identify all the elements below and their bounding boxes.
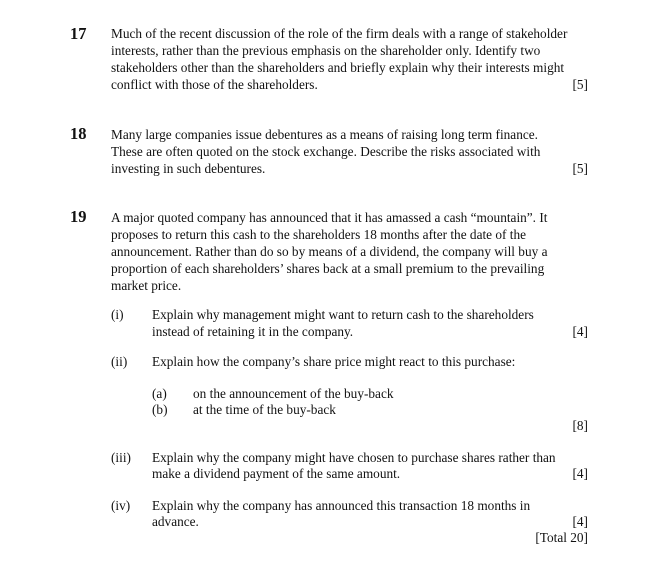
question-18-number: 18 (70, 124, 87, 143)
subquestion-i-marks: [4] (572, 324, 588, 339)
question-18-line: investing in such debentures. (111, 161, 266, 176)
question-17-marks: [5] (572, 77, 588, 92)
part-b-label: (b) (152, 402, 168, 417)
question-18-line: These are often quoted on the stock exchange. Describe the risks associated with (111, 144, 541, 159)
part-b-text: at the time of the buy-back (193, 402, 336, 417)
part-a-label: (a) (152, 386, 167, 401)
subquestion-ii-marks: [8] (572, 418, 588, 433)
subquestion-iv-marks: [4] (572, 514, 588, 529)
question-19-line: proposes to return this cash to the shareholders 18 months after the date of the (111, 227, 527, 242)
subquestion-ii-label: (ii) (111, 354, 128, 369)
question-17-line: interests, rather than the previous emphasis on the shareholder only. Identify two (111, 43, 541, 58)
subquestion-i-label: (i) (111, 307, 124, 322)
subquestion-iv-line: advance. (152, 514, 199, 529)
part-a-text: on the announcement of the buy-back (193, 386, 394, 401)
question-17-line: conflict with those of the shareholders. (111, 77, 318, 92)
subquestion-iv-line: Explain why the company has announced this transaction 18 months in (152, 498, 531, 513)
question-19-line: proportion of each shareholders’ shares back at a small premium to the prevailing (111, 261, 545, 276)
question-19-line: announcement. Rather than do so by means of a dividend, the company will buy a (111, 244, 548, 259)
subquestion-i-line: Explain why management might want to return cash to the shareholders (152, 307, 534, 322)
question-17-line: stakeholders other than the shareholders and briefly explain why their interests might (111, 60, 565, 75)
subquestion-iii-label: (iii) (111, 450, 131, 465)
question-19-line: A major quoted company has announced that it has amassed a cash “mountain”. It (111, 210, 548, 225)
question-19-line: market price. (111, 278, 182, 293)
question-17-number: 17 (70, 24, 87, 43)
question-18-line: Many large companies issue debentures as a means of raising long term finance. (111, 127, 538, 142)
question-18-marks: [5] (572, 161, 588, 176)
question-17-line: Much of the recent discussion of the role of the firm deals with a range of stakeholder (111, 26, 568, 41)
subquestion-iii-line: make a dividend payment of the same amount. (152, 466, 401, 481)
subquestion-iii-line: Explain why the company might have chosen to purchase shares rather than (152, 450, 556, 465)
subquestion-i-line: instead of retaining it in the company. (152, 324, 354, 339)
subquestion-iii-marks: [4] (572, 466, 588, 481)
question-19-number: 19 (70, 207, 87, 226)
question-19-total: [Total 20] (535, 530, 588, 545)
subquestion-ii-line: Explain how the company’s share price might react to this purchase: (152, 354, 516, 369)
subquestion-iv-label: (iv) (111, 498, 131, 513)
